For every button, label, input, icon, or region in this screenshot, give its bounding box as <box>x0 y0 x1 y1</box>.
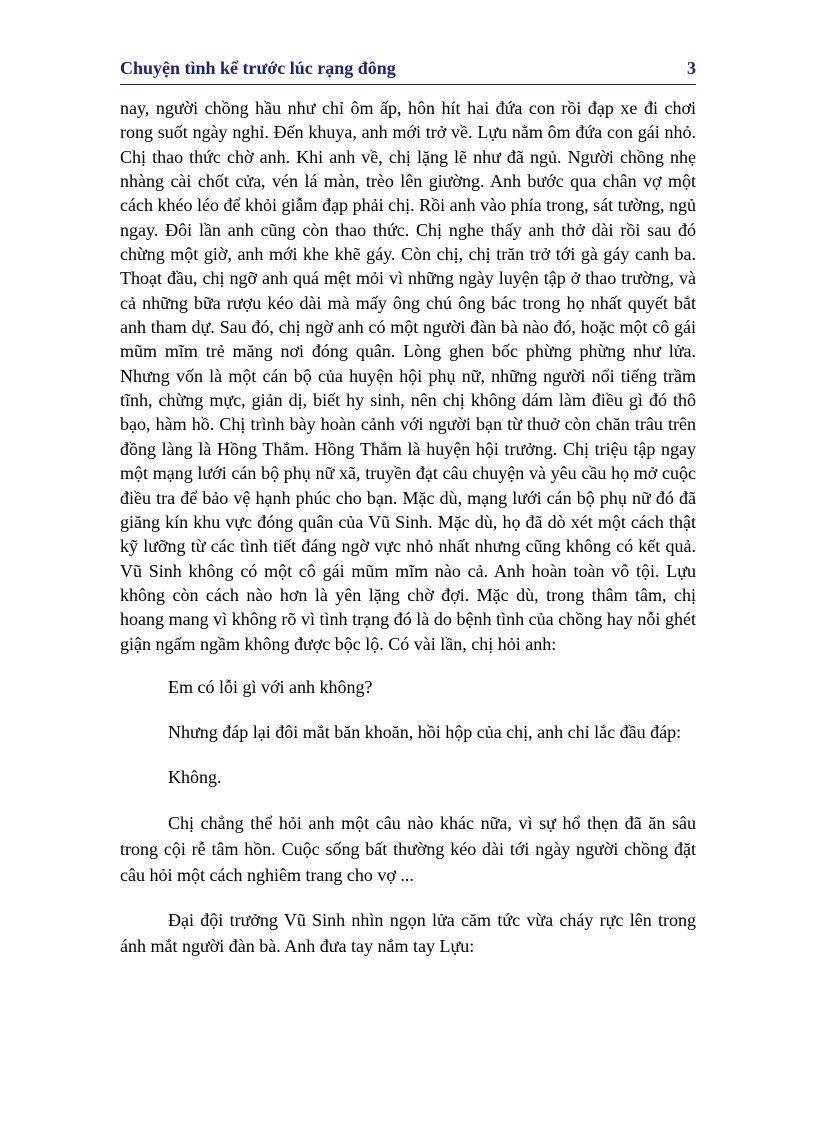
book-title: Chuyện tình kể trước lúc rạng đông <box>120 58 396 78</box>
page-body <box>120 96 696 959</box>
paragraph-shame: Chị chẳng thể hỏi anh một câu nào khác nữa, vì sự hổ thẹn đã ăn sâu trong cội rễ tâm hồn. Cuộc sống bất thường kéo dài tới ngày người chồng đặt câu hỏi một cách nghiêm trang cho vợ ... <box>120 812 696 885</box>
paragraph-answer: Không. <box>168 766 222 787</box>
running-header <box>120 58 696 82</box>
page-number: 3 <box>687 58 696 78</box>
paragraph-question: Em có lỗi gì với anh không? <box>168 676 373 697</box>
paragraph-main: nay, người chồng hầu như chỉ ôm ấp, hôn hít hai đứa con rồi đạp xe đi chơi rong suốt ngày nghỉ. Đến khuya, anh mới trở về. Lựu nằm ôm đứa con gái nhỏ. Chị thao thức chờ anh. Khi anh về, chị lặng lẽ như đã ngủ. Người chồng nhẹ nhàng cài chốt cửa, vén lá màn, trèo lên giường. Anh bước qua chân vợ một cách khéo léo để khỏi giẫm đạp phải chị. Rồi anh vào phía trong, sát tường, ngủ ngay. Đôi lần anh cũng còn thao thức. Chị nghe thấy anh thở dài rồi sau đó chừng một giờ, anh mới khe khẽ gáy. Còn chị, chị trăn trở tới gà gáy canh ba. Thoạt đầu, chị ngỡ anh quá mệt mỏi vì những ngày luyện tập ở thao trường, và cả những bữa rượu kéo dài mà mấy ông chú ông bác trong họ nhất quyết bắt anh tham dự. Sau đó, chị ngờ anh có một người đàn bà nào đó, hoặc một cô gái mũm mĩm trẻ măng nơi đóng quân. Lòng ghen bốc phừng phừng như lửa. Nhưng vốn là một cán bộ của huyện hội phụ nữ, những người nổi tiếng trầm tĩnh, chừng mực, giản dị, biết hy sinh, nên chị không dám làm điều gì đó thô bạo, hàm hồ. Chị trình bày hoàn cảnh với người bạn từ thuở còn chăn trâu trên đồng làng là Hồng Thắm. Hồng Thắm là huyện hội trưởng. Chị triệu tập ngay một mạng lưới cán bộ phụ nữ xã, truyền đạt câu chuyện và yêu cầu họ mở cuộc điều tra để bảo vệ hạnh phúc cho bạn. Mặc dù, mạng lưới cán bộ phụ nữ đó đã giăng kín khu vực đóng quân của Vũ Sinh. Mặc dù, họ đã dò xét một cách thật kỹ lưỡng từ các tình tiết đáng ngờ vực nhỏ nhất nhưng cũng không có kết quả. Vũ Sinh không có một cô gái mũm mĩm nào cả. Anh hoàn toàn vô tội. Lựu không còn cách nào hơn là yên lặng chờ đợi. Mặc dù, trong thâm tâm, chị hoang mang vì không rõ vì tình trạng đó là do bệnh tình của chồng hay nỗi ghét giận ngấm ngầm không được bộc lộ. Có vài lần, chị hỏi anh: <box>120 98 696 654</box>
header-divider <box>120 84 696 85</box>
paragraph-closing: Đại đội trưởng Vũ Sinh nhìn ngọn lửa căm tức vừa cháy rực lên trong ánh mắt người đàn bà. Anh đưa tay nắm tay Lựu: <box>120 909 696 956</box>
paragraph-reply-intro: Nhưng đáp lại đôi mắt băn khoăn, hồi hộp của chị, anh chỉ lắc đầu đáp: <box>168 721 682 742</box>
